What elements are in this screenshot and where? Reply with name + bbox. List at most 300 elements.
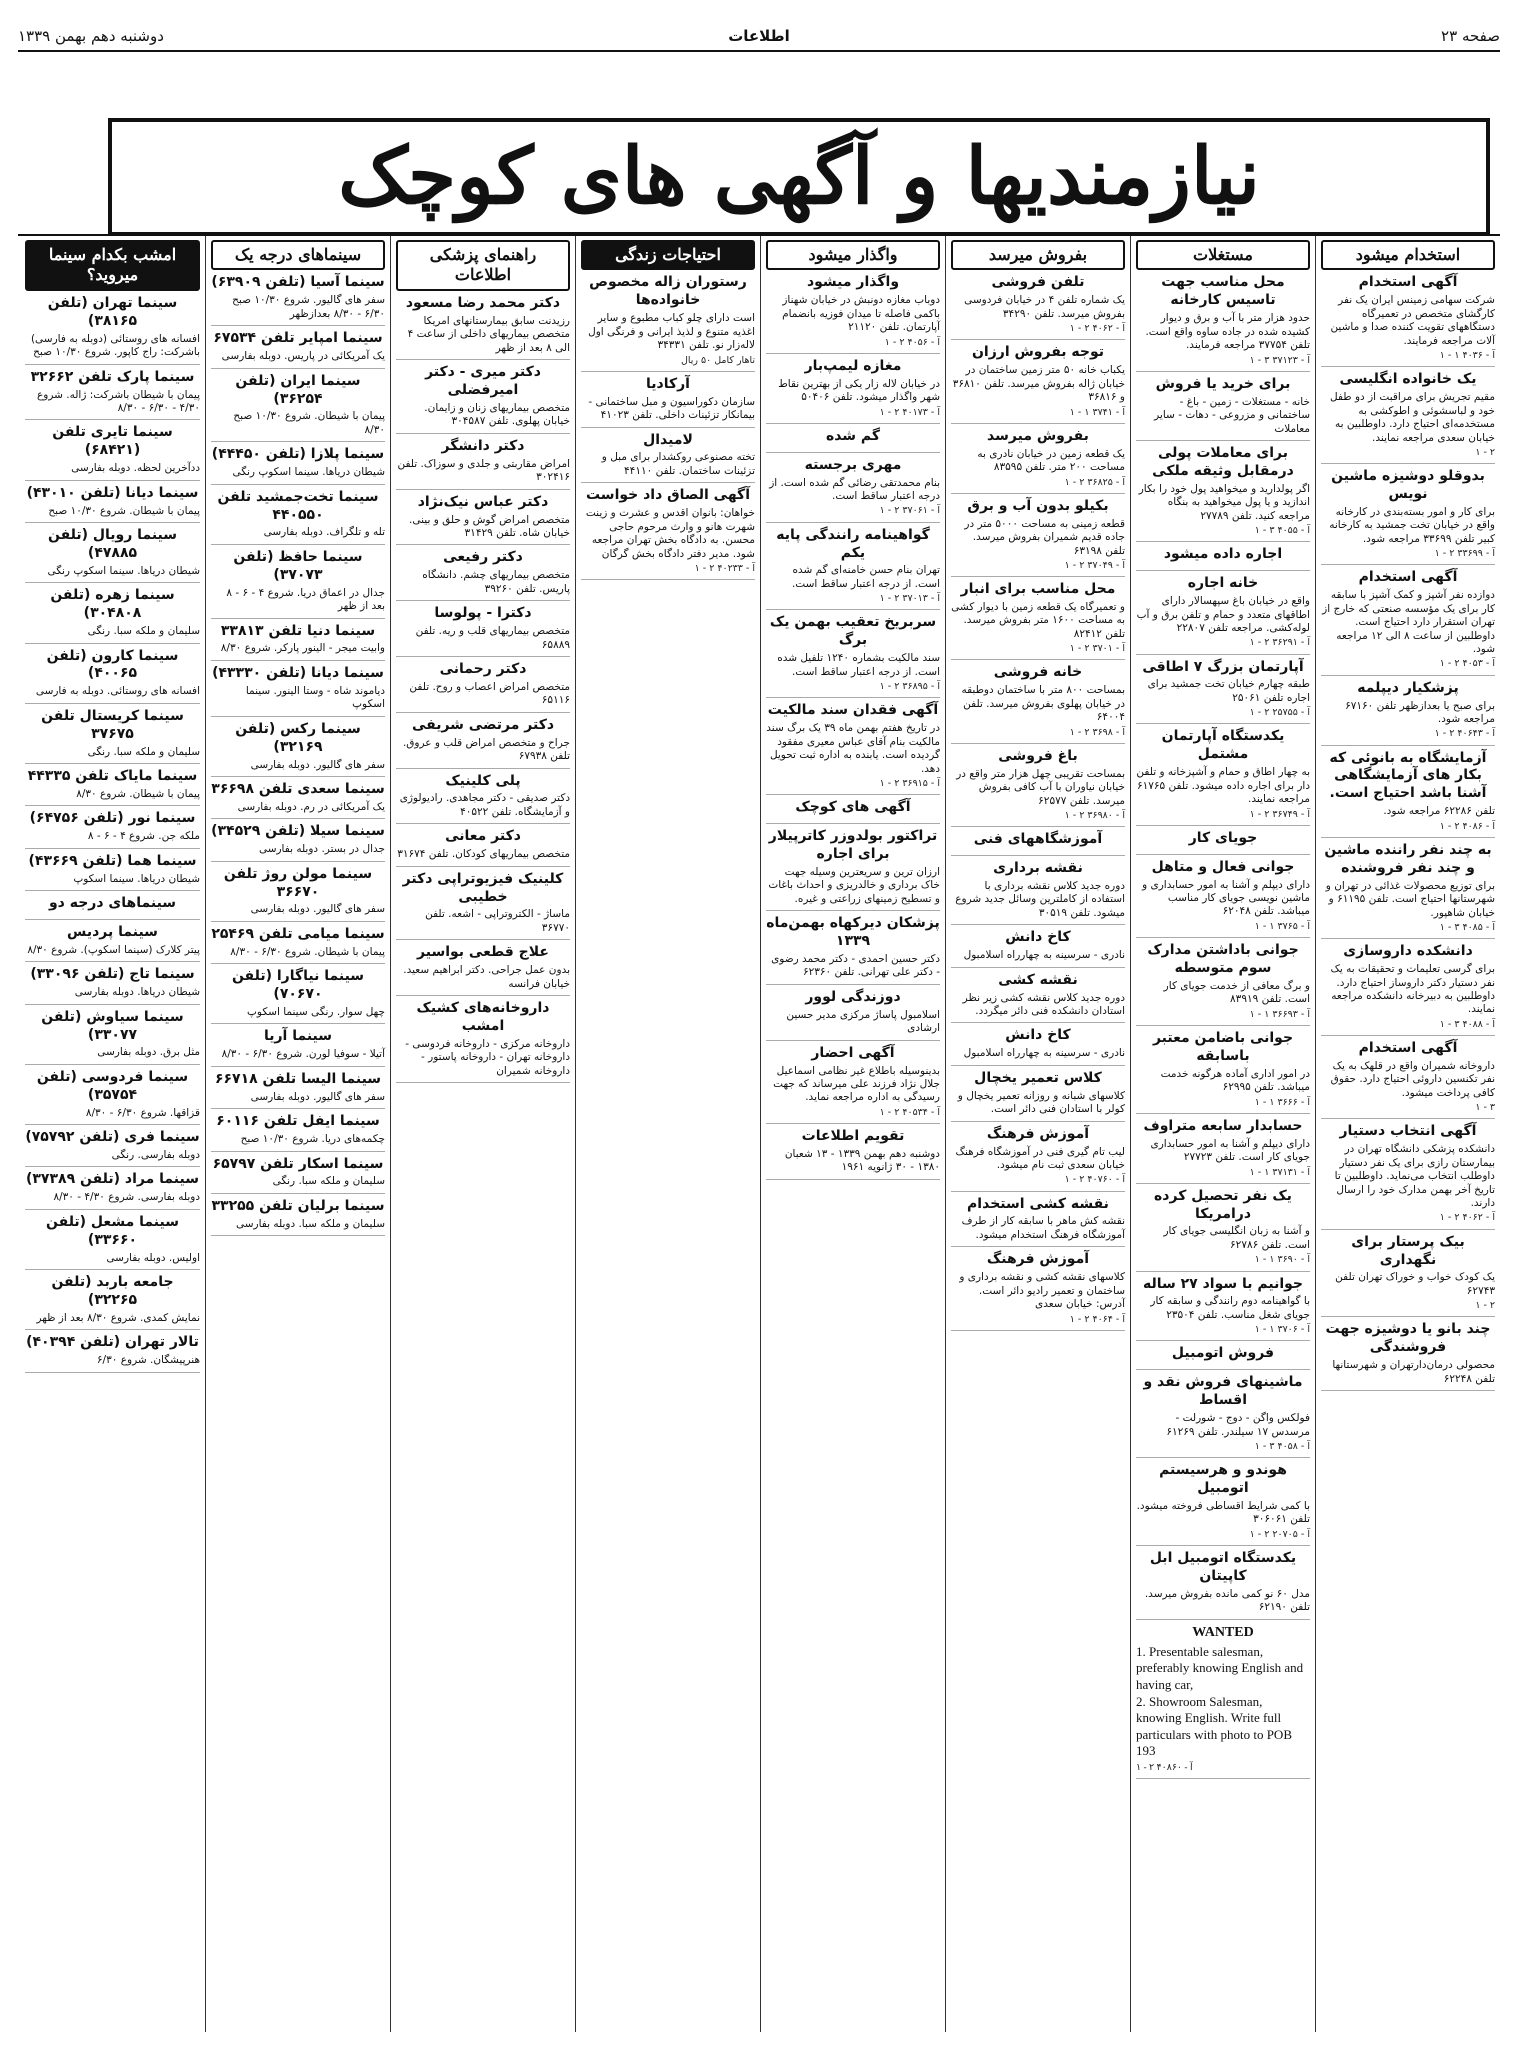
classified-ad [25,1274,200,1330]
ad-body: بنام محمدتقی رضائی گم شده است. از درجه اعتبار ساقط است. [769,476,940,503]
ad-title: محل مناسب برای انبار [960,581,1116,598]
column-heading: بفروش میرسد [951,240,1125,270]
ad-body: و برگ معافی از خدمت جویای کار است. تلفن ۸۳۹۱۹ [1163,979,1310,1006]
ad-body: لیب تام گیری فنی در آموزشگاه فرهنگ خیابان سعدی ثبت نام میشود. [955,1145,1125,1171]
ad-body: ارزان ترین و سریعترین وسیله جهت خاک برداری و خالدریزی و احداث باغات و تسطیح زمینهای زراعتی و غیره. [768,865,940,905]
classified-ad [1136,1030,1310,1114]
ad-title: جامعه باربد (تلفن ۳۲۲۶۵) [51,1274,174,1308]
ad-code: آ - ۴۰۸۵ ۳ - ۱ [1439,922,1495,933]
classified-ad [951,1196,1125,1248]
classified-ad [581,376,755,428]
classified-ad [951,1126,1125,1192]
ad-title: آگهی استخدام [1358,1039,1458,1056]
ad-title: نقشه کشی [998,971,1078,988]
ad-body: برای کار و امور بسته‌بندی در کارخانه واقع در خیابان تخت جمشید به کارخانه کبیر تلفن ۳۳۶۹۹ مراجعه شود. [1329,505,1495,545]
ad-code: آ - ۴۰۷۶۰ ۲ - ۱ [1064,1174,1125,1186]
column-employment [1315,236,1500,2032]
ad-title: جوانی فعال و متاهل [1151,858,1295,875]
classified-ad [211,866,385,922]
ad-code: آ - ۴۰۶۲ ۲ - ۱ [1439,1212,1495,1224]
classified-ad [1321,274,1495,367]
classified-ad [1136,1276,1310,1342]
ad-title: سینما حافظ (تلفن ۳۷۰۷۳) [233,548,363,583]
ad-title: سینما زهره (تلفن ۳۰۴۸۰۸) [50,587,175,622]
ad-code: آ - ۳۶۸۲۵ ۲ - ۱ [1064,476,1125,488]
ad-body: سلیمان و ملکه سبا. رنگی [87,625,200,638]
ad-body: وابیت میجر - الینور پارکر. شروع ۸/۳۰ [220,642,385,655]
classified-ad [25,648,200,704]
ad-title: آموزشگاههای فنی [973,831,1103,848]
classified-ad [766,828,940,911]
ad-title: سینما سیاوش (تلفن ۳۳۰۷۷) [41,1008,184,1043]
ad-title: تلفن فروشی [991,274,1085,291]
ad-code: آ - ۳۷۰۴۹ ۲ - ۱ [1064,559,1125,571]
ad-body: یک شماره تلفن ۴ در خیابان فردوسی بفروش میرسد. تلفن ۳۴۲۹۰ [964,294,1125,320]
ad-body: واقع در خیابان باغ سپهسالار دارای اطاقهای متعدد و حمام و تلفن برق و آب لوله‌کشی. مراجعه تلفن ۲۲۸۰۷ [1136,595,1310,634]
paper-name: اطلاعات [728,27,790,45]
ad-title: کاخ دانش [1005,1027,1071,1044]
ad-title: سینما تخت‌جمشید تلفن ۴۴۰۵۵۰ [217,488,379,523]
classified-ad [25,1069,200,1125]
ad-body: شیطان دریاها. سینما اسکوپ [73,872,200,885]
ad-title: سینما امپایر تلفن ۶۷۵۳۴ [213,330,383,347]
ad-body: و آشنا به زبان انگلیسی جویای کار است. تلفن ۶۲۷۸۶ [1163,1225,1310,1251]
ad-body: پیتر کلارک (سینما اسکوپ). شروع ۸/۳۰ [27,943,200,956]
ad-title: آپارتمان بزرگ ۷ اطاقی [1142,658,1304,675]
ad-title: پزشکان دیرکهاه بهمن‌ماه ۱۳۳۹ [766,915,940,950]
classified-ad [25,1009,200,1065]
classified-ad [211,721,385,777]
ad-body: دوبله بفارسی. شروع ۴/۳۰ - ۸/۳۰ [53,1191,200,1204]
ad-title: سینما نور (تلفن ۶۴۷۵۶) [29,810,196,827]
classified-ad [1321,842,1495,939]
ad-code: آ - ۳۶۶۹۳ ۱ - ۱ [1249,1008,1310,1020]
classified-ad [1136,575,1310,654]
ad-title: به چند نفر راننده ماشین و چند نفر فروشنده [1324,841,1492,876]
ad-body: دوازده نفر آشپز و کمک آشپز با سابقه کار برای یک مؤسسه صنعتی که خارج از تهران استقرار دارد احتیاج است. داوطلبین از ساعت ۸ الی ۱۲ مراجعه شود. [1322,589,1495,656]
ad-title: واگذار میشود [806,274,900,291]
ad-body: اولیس. دوبله بفارسی [106,1251,200,1264]
ad-title: دوزندگی لوور [805,988,901,1005]
ad-code: آ - ۳۶۷۴۹ ۲ - ۱ [1249,808,1310,820]
classified-ad [766,358,940,424]
ad-title: دکترا - پولوسا [434,605,532,622]
ad-title: دکتر معانی [445,828,521,845]
classified-ad [396,1000,570,1083]
ad-title: سینما ایران (تلفن ۳۶۲۵۴) [235,372,361,407]
classified-ad [951,860,1125,925]
ad-body: برای گرسی تعلیمات و تحقیقات به یک نفر دستیار دکتر داروساز احتیاج دارد. داوطلبین به دبیرخانه دانشکده مراجعه نمایند. [1330,963,1495,1016]
classified-ad [1136,1550,1310,1620]
ad-title: سینما مایاک تلفن ۴۴۳۳۵ [27,768,198,784]
ad-title: سینما دنیا تلفن ۳۳۸۱۳ [220,622,376,639]
classified-ad [951,581,1125,660]
classified-ad [211,968,385,1024]
ad-body: متخصص امراض اعصاب و روح. تلفن ۶۵۱۱۶ [409,680,570,707]
ad-title: یک خانواده انگلیسی [1339,371,1477,388]
classified-ad [396,717,570,769]
ad-body: بمساحت تقریبی چهل هزار متر واقع در خیابان نیاوران با آب کافی بفروش میرسد. تلفن ۶۲۵۷۷ [956,767,1125,807]
ad-code: آ - ۴۰۲۳۳ ۲ - ۱ [694,562,755,574]
classified-ad [1136,274,1310,371]
ad-body: در تاریخ هفتم بهمن ماه ۳۹ یک برگ سند مالکیت بنام آقای عباس معیری مفقود گردیده است. یابنده به اداره ثبت تحویل دهد. [766,722,940,775]
classified-ad [25,485,200,523]
ad-body: مثل برق. دوبله بفارسی [97,1046,200,1059]
ad-body: حدود هزار متر با آب و برق و دیوار کشیده شده در جاده ساوه واقع است. تلفن ۳۷۷۵۴ مراجعه فرمایند. [1145,312,1310,352]
ad-body: پیمان با شیطان. شروع ۱۰/۳۰ صبح ۸/۳۰ [233,410,385,436]
banner-title: نیازمندیها و آگهی های کوچک [338,131,1260,222]
ad-code: آ - ۳۶۹۸۰ ۲ - ۱ [1064,810,1125,822]
classified-ad [211,373,385,443]
classified-ad [951,428,1125,494]
ad-body: است دارای چلو کباب مطبوع و سایر اغذیه متنوع و لذیذ ایرانی و فرنگی اول لاله‌زار نو. تلفن ۳۴۳۳۱ [588,312,755,352]
classified-ad [951,344,1125,423]
ad-title: برای معاملات پولی درمقابل وثیقه ملکی [1152,444,1294,479]
ad-title: آموزش فرهنگ [986,1251,1090,1268]
classified-ad [396,773,570,825]
ad-title: دکتر رفیعی [443,549,523,566]
ad-code: آ - ۴۰۶۲ ۲ - ۱ [1069,323,1125,335]
classified-ad [1321,1321,1495,1391]
classified-ad [25,768,200,806]
classified-ad [951,972,1125,1024]
ad-code: آ - ۳۶۹۰ ۱ - ۱ [1254,1254,1310,1266]
ad-code: آ - ۳۷۰۶ ۱ - ۱ [1254,1324,1310,1336]
classified-ad [1136,942,1310,1026]
ad-body: دکتر حسین احمدی - دکتر محمد رضوی - دکتر علی تهرانی. تلفن ۶۲۳۶۰ [771,952,940,979]
ad-body: یک آمریکائی در پاریس. دوبله بفارسی [221,350,385,363]
ad-title: آگهی های کوچک [795,799,911,816]
ad-code: آ - ۴۰۶۴۳ ۲ - ۱ [1434,728,1495,740]
ad-title: باغ فروشی [998,747,1078,764]
ad-body: متخصص بیماریهای زنان و زایمان. خیابان پهلوی. تلفن ۳۰۴۵۸۷ [424,401,570,428]
classified-ad [951,274,1125,340]
ad-title: آگهی احضار [811,1044,895,1061]
classified-ad [211,1156,385,1194]
classified-ad [25,1334,200,1372]
ad-body: دوره جدید کلاس نقشه برداری با استفاده از کاملترین وسائل جدید شروع میشود. تلفن ۳۰۵۱۹ [955,880,1125,919]
ad-title: سینما تهران (تلفن ۳۸۱۶۵) [47,294,178,329]
ad-body: نمایش کمدی. شروع ۸/۳۰ بعد از ظهر [36,1311,200,1324]
classified-ad [951,1070,1125,1122]
classified-ad [211,446,385,484]
classified-ad [211,1028,385,1066]
ad-title: جوانیم با سواد ۲۷ ساله [1142,1275,1304,1292]
ad-title: جویای کار [1188,829,1258,846]
ad-title: پزشکیار دیپلمه [1357,679,1459,696]
ad-body: اسلامبول پاساژ مرکزی مدیر حسین ارشادی [786,1008,940,1035]
ad-title: نقشه کشی استخدام [967,1195,1109,1212]
ad-code: ۲ - ۱ [1475,446,1495,458]
ad-code: آ - ۴۰۶۴ ۲ - ۱ [1069,1313,1125,1325]
ad-body: به چهار اطاق و حمام و آشپزخانه و تلفن دار برای اجاره داده میشود. تلفن ۶۱۷۶۵ مراجعه نمایند. [1136,766,1310,806]
classified-ad [1321,569,1495,675]
classified-ad [396,828,570,866]
ad-code: ۳ - ۱ [1475,1102,1495,1114]
ad-code: آ - ۴۰۵۳۴ ۲ - ۱ [879,1106,940,1118]
classified-ad [766,614,940,698]
ad-title: برای خرید یا فروش [1155,375,1291,392]
classified-ad [211,623,385,661]
ad-title: حسابدار سابعه متراوف [1143,1117,1303,1134]
classified-ad [581,274,755,371]
classified-ad [1136,1345,1310,1370]
column-cinemas-first-class [205,236,390,2032]
ad-title: دکتر مرتضی شریفی [411,716,555,733]
ad-code: آ - ۴۰۵۵ ۳ - ۱ [1254,525,1310,537]
ad-body: دوباب مغازه دونبش در خیابان شهناز باکمی فاصله تا میدان فوزیه بانضمام آپارتمان. تلفن ۲۱۱۲۰ [782,294,940,334]
column-heading: احتیاجات زندگی [581,240,755,270]
ad-body: شیطان دریاها. سینما اسکوپ رنگی [47,564,200,577]
ad-body: افسانه های روستائی (دوبله به فارسی) باشرکت: راج کاپور. شروع ۱۰/۳۰ صبح [30,332,200,359]
ad-body: دانشکده پزشکی دانشگاه تهران در بیمارستان رازی برای یک نفر دستیار داوطلب انتخاب می‌نماید. داوطلبین تا تاریخ آخر بهمن مدارک خود را ارسال دارند. [1334,1143,1495,1209]
classified-ad [25,587,200,643]
ad-title: کاخ دانش [1005,929,1071,946]
column-life-needs [575,236,760,2032]
ad-title: سینما مولن روژ تلفن ۳۶۶۷۰ [223,865,373,900]
ad-title: داروخانه‌های کشیک امشب [416,1000,550,1035]
ad-body: متخصص بیماریهای قلب و ریه. تلفن ۶۵۸۸۹ [415,625,570,651]
ad-body: پیمان با شیطان باشرکت: ژاله. شروع ۴/۳۰ - ۶/۳۰ - ۸/۳۰ [36,388,200,414]
ad-title: سینما اسکار تلفن ۶۵۷۹۷ [212,1155,384,1172]
ad-body: با گواهینامه دوم رانندگی و سابقه کار جویای شغل مناسب. تلفن ۲۳۵۰۴ [1150,1295,1310,1321]
ad-title: بکیلو بدون آب و برق [967,497,1109,514]
date-line: دوشنبه دهم بهمن ۱۳۳۹ [18,27,164,45]
classified-ad [25,966,200,1004]
ad-title: توجه بفروش ارزان [971,344,1105,361]
classified-ad [951,664,1125,743]
ad-code: آ - ۳۷۰۱۳ ۲ - ۱ [879,593,940,605]
ad-body: ددآخرین لحظه. دوبله بفارسی [71,462,200,475]
classified-ad [1321,943,1495,1036]
wanted-code: آ - ۴۰۸۶۰ ۲ - ۱ [1136,1763,1193,1773]
ad-title: سینماهای درجه دو [48,895,177,912]
ad-title: دکتر دانشگر [441,437,525,454]
ad-code: آ - ۴۰۸۸ ۳ - ۱ [1439,1018,1495,1030]
classified-ad [211,823,385,861]
classified-ad [211,926,385,964]
ad-title: مغازه لیمپ‌بار [804,357,902,374]
classified-ad [766,457,940,523]
ad-body: و تعمیرگاه یک قطعه زمین با دیوار کشی به مساحت ۱۶۰۰ متر بفروش میرسد. تلفن ۸۲۴۱۲ [951,601,1125,640]
ad-body: پیمان با شیطان. شروع ۸/۳۰ [76,787,200,800]
ad-body: چکمه‌های دریا. شروع ۱۰/۳۰ صبح [240,1133,385,1146]
column-cinemas-tonight [20,236,205,2032]
classified-ad [766,274,940,353]
ad-title: گم شده [825,427,881,444]
ad-code: آ - ۴۰۵۶ ۲ - ۱ [884,336,940,348]
classified-ad [1136,445,1310,542]
ad-title: سینما پلازا (تلفن ۴۴۴۵۰) [211,446,385,463]
ad-title: سینما سیلا (تلفن ۳۴۵۲۹) [211,823,385,840]
ad-body: پیمان با شیطان. شروع ۱۰/۳۰ صبح [48,504,200,517]
ad-title: آگهی استخدام [1358,274,1458,291]
page-header [18,22,1500,52]
column-heading: سینماهای درجه یک [211,240,385,270]
ad-body: کلاسهای نقشه کشی و نقشه برداری و ساختمان و تعمیر رادیو دائر است. آدرس: خیابان سعدی [959,1271,1125,1311]
ad-title: تالار تهران (تلفن ۴۰۳۹۴) [26,1334,199,1351]
column-heading: راهنمای پزشکی اطلاعات [396,240,570,291]
column-heading: واگذار میشود [766,240,940,270]
classified-ad [1321,371,1495,464]
ad-body: افسانه های روستائی. دوبله به فارسی [35,685,200,698]
classified-ad [25,424,200,480]
ad-title: سینما برلیان تلفن ۳۳۲۵۵ [211,1197,385,1214]
ad-title: سینما پارک تلفن ۳۲۶۶۲ [30,368,195,385]
ad-title: آگهی فقدان سند مالکیت [767,702,939,719]
classified-ad [1321,1234,1495,1318]
ad-title: ماشینهای فروش نقد و اقساط [1143,1374,1303,1409]
classified-ad [1136,546,1310,571]
ad-body: با کمی شرایط اقساطی فروخته میشود. تلفن ۳۰۶۰۶۱ [1136,1500,1310,1526]
ad-code: آ - ۳۷۱۲۳ ۳ - ۱ [1249,354,1310,366]
classified-ad [211,1071,385,1109]
ad-body: سلیمان و ملکه سبا. دوبله بفارسی [235,1217,385,1230]
classified-ad [25,369,200,421]
classified-ad [951,498,1125,577]
ad-body: رزیدنت سابق بیمارستانهای امریکا متخصص بیماریهای داخلی از ساعت ۴ الی ۸ بعد از ظهر [407,314,570,354]
classified-ad [1321,680,1495,746]
ad-title: سینما ایفل تلفن ۶۰۱۱۶ [216,1113,380,1130]
ad-body: برای صبح یا بعدازظهر تلفن ۶۷۱۶۰ مراجعه شود. [1345,699,1495,725]
ad-body: مقیم تجریش برای مراقبت از دو طفل خود و لباسشوئی و اطوکشی به مستخدمه‌ای احتیاج دارد. داوطلبین به خیابان سعدی مراجعه نمایند. [1330,391,1495,444]
wanted-line: 1. Presentable salesman, preferably knowing English and having car, [1136,1643,1304,1692]
ad-title: سینما مراد (تلفن ۳۷۳۸۹) [25,1171,199,1188]
ad-code: آ - ۳۷۱۳۱ ۱ - ۱ [1249,1166,1310,1178]
ad-body: دوشنبه دهم بهمن ۱۳۳۹ - ۱۳ شعبان ۱۳۸۰ - ۳۰ ژانویه ۱۹۶۱ [784,1147,940,1174]
ad-code: ۲ - ۱ [1475,1300,1495,1312]
ad-code: آ - ۳۶۸۹۵ ۲ - ۱ [879,681,940,693]
ad-title: سینما دیانا (تلفن ۴۳۳۳۰) [212,664,384,681]
ad-title: بفروش میرسد [987,427,1089,444]
classified-ad [25,1129,200,1167]
ad-code: آ - ۳۷۰۱ ۲ - ۱ [1069,643,1125,655]
classified-ad [396,605,570,657]
ad-body: بدینوسیله باطلاع غیر نظامی اسماعیل جلال نژاد فرزند علی میرساند که جهت رسیدگی به اداره مراجعه نماید. [773,1064,940,1104]
classified-ad [25,924,200,962]
ad-title: سینما کریستال تلفن ۳۷۶۷۵ [41,707,184,742]
ad-columns [18,234,1500,2032]
ad-body: دیاموند شاه - وستا الینور. سینما اسکوپ [245,684,385,711]
classified-ad [1321,1123,1495,1229]
column-heading: مستغلات [1136,240,1310,270]
ad-body: جراح و متخصص امراض قلب و عروق. تلفن ۶۷۹۳۸ [402,736,570,763]
ad-body: متخصص امراض گوش و حلق و بینی. خیابان شاه. تلفن ۳۱۴۲۹ [409,513,570,539]
wanted-title: WANTED [1192,1624,1254,1640]
ad-code: آ - ۳۷۰۶۱ ۲ - ۱ [879,505,940,517]
classified-ad [766,527,940,611]
classified-ad [396,295,570,360]
ad-body: مدل ۶۰ نو کمی مانده بفروش میرسد. تلفن ۶۲۱۹۰ [1144,1587,1310,1614]
ad-title: نقشه برداری [993,860,1083,877]
ad-body: محصولی درمان‌دارتهران و شهرستانها تلفن ۶۲۲۴۸ [1332,1359,1495,1385]
classified-ad [396,661,570,713]
ad-body: امراض مقاربتی و جلدی و سوزاک. تلفن ۳۰۲۴۱۶ [397,457,570,484]
ad-title: آگهی انتخاب دستیار [1339,1123,1477,1140]
ad-code: آ - ۴۰۱۷۳ ۲ - ۱ [879,406,940,418]
ad-title: علاج قطعی بواسیر [417,944,549,961]
ad-title: کلینیک فیزیوتراپی دکتر خطیبی [402,870,564,905]
ad-title: دانشکده داروسازی [1343,943,1473,960]
ad-body: تهران بنام حسن خامنه‌ای گم شده است. از درجه اعتبار ساقط است. [791,564,940,590]
ad-title: لامیدال [643,431,693,448]
ad-title: آزمایشگاه به بانوئی که بکار های آزمایشگاهی آشنا باشد احتیاج است. [1329,749,1487,802]
ad-body: دوبله بفارسی. رنگی [111,1149,200,1162]
ad-body: دارای دیپلم و آشنا به امور حسابداری جویای کار است. تلفن ۲۷۷۲۳ [1150,1137,1310,1164]
classified-ad [211,330,385,368]
ad-body: سفر های گالیور. دوبله بفارسی [250,758,385,771]
ad-code: آ - ۴۰۳۶ ۱ - ۱ [1439,350,1495,362]
ad-body: سلیمان و ملکه سبا. رنگی [272,1175,385,1188]
ad-body: جدال در اعماق دریا. شروع ۴ - ۶ - ۸ بعد از ظهر [226,586,385,613]
classified-ad [25,1214,200,1270]
ad-code: آ - ۳۶۲۹۱ ۲ - ۱ [1249,637,1310,649]
classified-ad [396,494,570,546]
ad-body: در خیابان لاله زار یکی از بهترین نقاط شهر واگذار میشود. تلفن ۵۰۴۰۶ [778,377,940,404]
classified-ad [211,549,385,619]
ad-code: آ - ۳۶۹۱۵ ۲ - ۱ [879,777,940,789]
newspaper-page [18,22,1500,2032]
ad-title: مهری برجسته [804,456,902,473]
ad-title: آگهی استخدام [1358,569,1458,586]
ad-title: سینما فری (تلفن ۷۵۷۹۲) [25,1129,200,1146]
ad-title: سینما سعدی تلفن ۳۶۶۹۸ [211,780,385,797]
ad-body: شیطان دریاها. دوبله بفارسی [74,986,200,999]
classified-ad [211,781,385,819]
ad-body: پیمان با شیطان. شروع ۶/۳۰ - ۸/۳۰ [230,945,385,958]
classified-ad [1136,859,1310,938]
classified-ad [25,895,200,920]
ad-title: دکتر میری - دکتر امیرفضلی [425,364,541,399]
ad-title: فروش اتومبیل [1171,1345,1275,1362]
ad-body: ملکه جن. شروع ۴ - ۶ - ۸ [87,830,200,843]
ad-body: خانه - مستغلات - زمین - باغ - ساختمانی و مزروعی - دهات - سایر معاملات [1154,395,1310,435]
ad-body: دوره جدید کلاس نقشه کشی زیر نظر استادان دانشکده فنی دائر میگردد. [962,991,1125,1018]
ad-body: قطعه زمینی به مساحت ۵۰۰۰ متر در جاده قدیم شمیران بفروش میرسد. تلفن ۶۳۱۹۸ [964,517,1125,557]
ad-body: تلفن ۶۲۲۸۶ مراجعه شود. [1383,805,1495,818]
ad-title: سربریخ تعقیب بهمن یک برگ [769,614,937,649]
ad-title: یکدستگاه آپارتمان مشتمل [1161,728,1285,763]
wanted-line: 2. Showroom Salesman, knowing English. Write full particulars with photo to POB 193 [1136,1693,1292,1759]
ad-title: سینما هما (تلفن ۴۳۶۶۹) [28,852,197,869]
ad-title: جوانی باداشتن مدارک سوم متوسطه [1147,942,1299,976]
classified-ad [1136,728,1310,825]
ad-body: شیطان دریاها. سینما اسکوپ رنگی [232,466,385,479]
ad-title: سینما آریا [263,1028,333,1045]
ad-code: آ - ۳۳۶۹۹ ۲ - ۱ [1434,548,1495,560]
classified-ad [1136,376,1310,441]
classified-ad [1136,659,1310,725]
ad-title: رستوران زاله مخصوص خانواده‌ها [589,274,747,309]
ad-title: دکتر رحمانی [439,660,527,677]
classified-ad [396,871,570,941]
ad-body: سازمان دکوراسیون و مبل ساختمانی - بیمانکار تزئینات داخلی. تلفن ۴۱۰۲۳ [588,395,755,422]
classified-ad [951,929,1125,967]
ad-code: آ - ۴۰۸۶ ۲ - ۱ [1439,820,1495,832]
ad-title: دکتر محمد رضا مسعود [405,294,561,311]
ad-body: خواهان: بانوان اقدس و عشرت و زینت شهرت هانو و وارث مرحوم حاجی محسن. به دادگاه بخش تهران مراجعه شود. مدیر دفتر دادگاه بخش گرگان [585,507,755,560]
classified-ad [951,1027,1125,1065]
ad-body: آتیلا - سوفیا لورن. شروع ۶/۳۰ - ۸/۳۰ [221,1048,385,1061]
column-heading: استخدام میشود [1321,240,1495,270]
ad-body: سند مالکیت بشماره ۱۲۴۰ تلفیل شده است. از درجه اعتبار ساقط است. [777,652,940,678]
ad-body: ماساژ - الکتروتراپی - اشعه. تلفن ۳۶۷۷۰ [425,908,570,934]
ad-title: سینما پردیس [67,923,158,940]
ad-body: سلیمان و ملکه سبا. رنگی [87,745,200,758]
classified-ad [211,665,385,717]
classified-ad [211,1198,385,1236]
ad-title: سینما کارون (تلفن ۴۰۰۶۵) [46,647,179,682]
